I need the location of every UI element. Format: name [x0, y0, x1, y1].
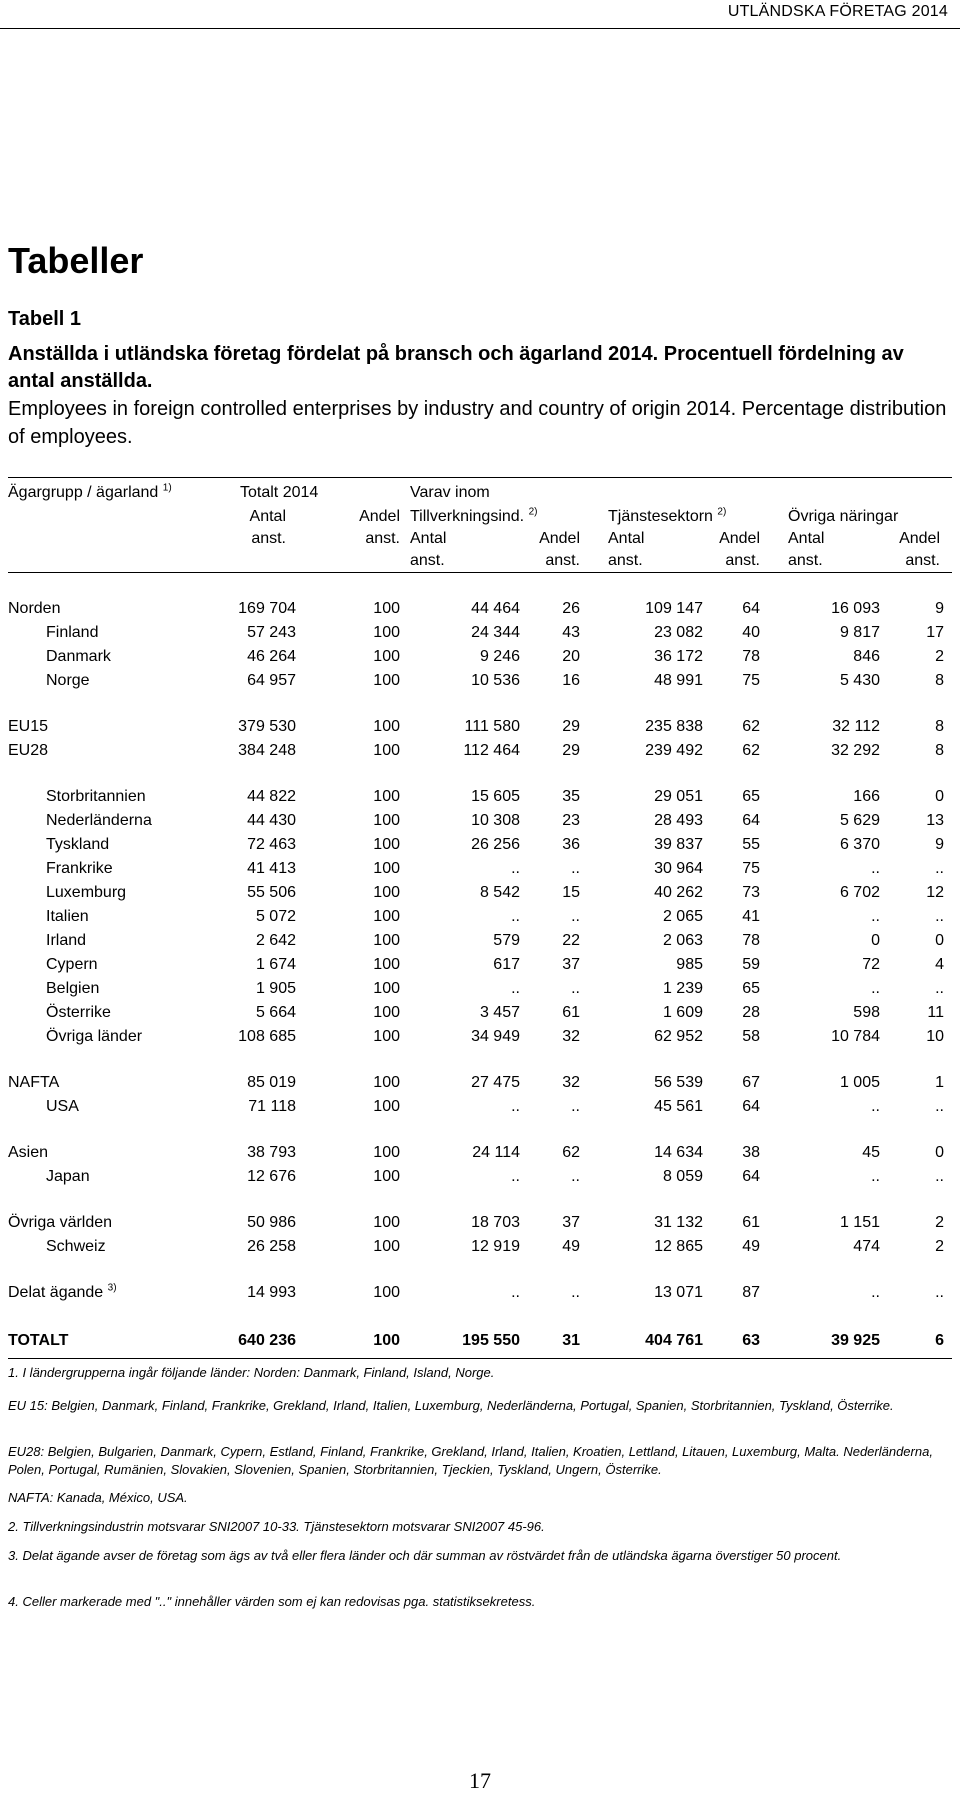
- table-cell: 100: [373, 788, 400, 805]
- table-cell: 32 112: [832, 718, 880, 735]
- header-varav: Varav inom: [410, 484, 490, 501]
- table-cell: 6: [935, 1332, 944, 1349]
- table-cell: 474: [853, 1238, 880, 1255]
- table-cell: 17: [926, 624, 944, 641]
- table-cell: 8 059: [662, 1168, 703, 1185]
- table-cell: 6 702: [839, 884, 880, 901]
- table-cell: ..: [871, 1168, 880, 1185]
- table-cell: 29 051: [654, 788, 703, 805]
- table-cell: ..: [935, 908, 944, 925]
- table-cell: 20: [562, 648, 580, 665]
- table-cell: 8: [935, 742, 944, 759]
- section-heading: Tabeller: [8, 240, 144, 281]
- table-cell: 5 664: [255, 1004, 296, 1021]
- row-label: NAFTA: [8, 1074, 60, 1091]
- table-cell: 195 550: [462, 1332, 520, 1349]
- table-cell: 5 430: [839, 672, 880, 689]
- table-cell: 12 865: [654, 1238, 703, 1255]
- table-cell: 26 258: [247, 1238, 296, 1255]
- table-cell: 28: [742, 1004, 760, 1021]
- header-tjanste-andel-anst: anst.: [725, 552, 760, 569]
- table-cell: 59: [742, 956, 760, 973]
- table-cell: 63: [742, 1332, 760, 1349]
- table-cell: 34 949: [471, 1028, 520, 1045]
- table-cell: 30 964: [654, 860, 703, 877]
- table-cell: 100: [373, 648, 400, 665]
- header-total-antal-anst: anst.: [251, 530, 286, 547]
- header-ovriga-antal: Antal: [788, 530, 825, 547]
- table-cell: 100: [373, 1144, 400, 1161]
- row-label: TOTALT: [8, 1332, 69, 1349]
- table-cell: 78: [742, 932, 760, 949]
- table-cell: 48 991: [654, 672, 703, 689]
- table-cell: 8 542: [479, 884, 520, 901]
- table-cell: 62 952: [654, 1028, 703, 1045]
- table-cell: 64 957: [247, 672, 296, 689]
- table-cell: 598: [853, 1004, 880, 1021]
- table-cell: 640 236: [238, 1332, 296, 1349]
- table-cell: 112 464: [463, 742, 520, 759]
- table-cell: 100: [373, 932, 400, 949]
- table-cell: 5 072: [255, 908, 296, 925]
- table-cell: 62: [742, 718, 760, 735]
- row-label: Tyskland: [46, 836, 110, 853]
- table-cell: 55: [742, 836, 760, 853]
- table-cell: 1 609: [662, 1004, 703, 1021]
- table-cell: 38: [742, 1144, 760, 1161]
- header-ovriga: Övriga näringar: [788, 508, 899, 525]
- header-tillverk: Tillverkningsind. $^{2)}$: [410, 506, 538, 525]
- table-cell: ..: [511, 908, 520, 925]
- table-cell: 8: [935, 718, 944, 735]
- table-cell: 36: [562, 836, 580, 853]
- table-cell: 64: [742, 600, 760, 617]
- table-cell: 16 093: [831, 600, 880, 617]
- table-cell: 111 580: [464, 718, 520, 735]
- footnote: EU 15: Belgien, Danmark, Finland, Frankrike, Grekland, Irland, Italien, Luxemburg, Nederländerna, Portugal, Spanien, Storbritannien, Tyskland, Österrike.: [8, 1398, 894, 1413]
- table-cell: 45: [862, 1144, 880, 1161]
- header-ovriga-andel: Andel: [899, 530, 940, 547]
- table-caption-swedish: Anställda i utländska företag fördelat på bransch och ägarland 2014. Procentuell fördelning av antal anställda.: [8, 343, 904, 392]
- table-cell: 73: [742, 884, 760, 901]
- table-cell: 985: [676, 956, 703, 973]
- table-cell: 5 629: [839, 812, 880, 829]
- header-tjanste: Tjänstesektorn $^{2)}$: [608, 506, 727, 525]
- table-cell: ..: [935, 980, 944, 997]
- table-cell: 46 264: [247, 648, 296, 665]
- table-cell: 100: [373, 1214, 400, 1231]
- row-label: USA: [46, 1098, 79, 1115]
- page-number: 17: [469, 1768, 491, 1793]
- table-bottom-rule: [8, 1358, 952, 1359]
- table-cell: 14 993: [247, 1284, 296, 1301]
- table-cell: 100: [373, 672, 400, 689]
- header-tillverk-antal-anst: anst.: [410, 552, 445, 569]
- row-label: Nederländerna: [46, 812, 152, 829]
- table-cell: ..: [935, 1098, 944, 1115]
- row-label: Norden: [8, 600, 61, 617]
- table-cell: 1 239: [662, 980, 703, 997]
- table-cell: ..: [511, 1168, 520, 1185]
- header-rule: [0, 28, 960, 29]
- table-cell: 72 463: [247, 836, 296, 853]
- table-cell: ..: [935, 1168, 944, 1185]
- table-cell: 23: [562, 812, 580, 829]
- table-cell: 579: [493, 932, 520, 949]
- table-cell: 38 793: [247, 1144, 296, 1161]
- table-cell: 9: [935, 836, 944, 853]
- table-cell: 57 243: [247, 624, 296, 641]
- header-ovriga-andel-anst: anst.: [905, 552, 940, 569]
- table-cell: ..: [511, 860, 520, 877]
- footnote: 1. I ländergrupperna ingår följande länder: Norden: Danmark, Finland, Island, Norge.: [8, 1365, 495, 1380]
- table-cell: 67: [742, 1074, 760, 1091]
- table-cell: 2: [935, 1238, 944, 1255]
- table-cell: 379 530: [238, 718, 296, 735]
- header-total-andel-anst: anst.: [365, 530, 400, 547]
- table-cell: 43: [562, 624, 580, 641]
- row-label: Övriga länder: [46, 1028, 143, 1045]
- table-cell: 166: [853, 788, 880, 805]
- table-cell: 64: [742, 812, 760, 829]
- table-cell: 45 561: [654, 1098, 703, 1115]
- table-cell: 50 986: [247, 1214, 296, 1231]
- table-cell: 10 536: [471, 672, 520, 689]
- table-cell: 1 151: [839, 1214, 880, 1231]
- table-cell: 12: [926, 884, 944, 901]
- table-cell: 2: [935, 648, 944, 665]
- table-cell: 12 676: [247, 1168, 296, 1185]
- table-cell: 3 457: [479, 1004, 520, 1021]
- row-label: Finland: [46, 624, 99, 641]
- footnote: 3. Delat ägande avser de företag som ägs av två eller flera länder och där summan av röstvärdet från de utländska ägarna överstiger 50 procent.: [8, 1548, 842, 1563]
- row-label: Österrike: [46, 1004, 111, 1021]
- table-cell: 2: [935, 1214, 944, 1231]
- table-cell: 62: [562, 1144, 580, 1161]
- row-label: Storbritannien: [46, 788, 146, 805]
- table-cell: 65: [742, 980, 760, 997]
- table-cell: ..: [571, 908, 580, 925]
- table-cell: 100: [373, 742, 400, 759]
- header-tjanste-antal: Antal: [608, 530, 645, 547]
- header-tillverk-andel-anst: anst.: [545, 552, 580, 569]
- table-cell: 1 005: [839, 1074, 880, 1091]
- table-cell: ..: [511, 1098, 520, 1115]
- table-cell: 71 118: [248, 1098, 296, 1115]
- table-cell: 23 082: [654, 624, 703, 641]
- table-cell: 100: [373, 836, 400, 853]
- header-total-antal: Antal: [249, 508, 286, 525]
- table-cell: 2 642: [255, 932, 296, 949]
- row-label: Cypern: [46, 956, 98, 973]
- table-cell: 11: [927, 1004, 944, 1021]
- table-cell: 65: [742, 788, 760, 805]
- footnote: 2. Tillverkningsindustrin motsvarar SNI2007 10-33. Tjänstesektorn motsvarar SNI2007 45-96.: [8, 1519, 545, 1534]
- table-cell: 0: [935, 1144, 944, 1161]
- footnote: NAFTA: Kanada, México, USA.: [8, 1490, 188, 1505]
- table-cell: 100: [373, 718, 400, 735]
- footnote: EU28: Belgien, Bulgarien, Danmark, Cypern, Estland, Finland, Frankrike, Grekland, Irland, Italien, Kroatien, Lettland, Litauen, Luxemburg, Malta. Nederländerna, Polen, Portugal, Rumänien, Slovakien, Slovenien, Spanien, Storbritannien, Tjeckien, Tyskland, Ungern, Österrike.: [8, 1444, 933, 1477]
- table-cell: 1 674: [255, 956, 296, 973]
- table-cell: 100: [373, 1098, 400, 1115]
- table-cell: 4: [935, 956, 944, 973]
- table-cell: ..: [871, 1098, 880, 1115]
- table-cell: 15 605: [471, 788, 520, 805]
- table-cell: 49: [742, 1238, 760, 1255]
- table-cell: 384 248: [238, 742, 296, 759]
- table-cell: 56 539: [654, 1074, 703, 1091]
- table-cell: 13: [926, 812, 944, 829]
- table-header-bottom-rule: [8, 572, 952, 573]
- table-cell: ..: [571, 860, 580, 877]
- table-cell: 32 292: [831, 742, 880, 759]
- table-cell: 0: [871, 932, 880, 949]
- table-top-rule: [8, 477, 952, 478]
- table-cell: 75: [742, 672, 760, 689]
- table-cell: 1: [935, 1074, 944, 1091]
- table-cell: 10: [926, 1028, 944, 1045]
- table-cell: 49: [562, 1238, 580, 1255]
- table-cell: 100: [373, 624, 400, 641]
- row-label: Irland: [46, 932, 87, 949]
- table-cell: 31: [562, 1332, 580, 1349]
- table-cell: ..: [871, 908, 880, 925]
- table-cell: 35: [562, 788, 580, 805]
- header-tillverk-antal: Antal: [410, 530, 447, 547]
- table-cell: 39 837: [654, 836, 703, 853]
- table-cell: 404 761: [645, 1332, 703, 1349]
- table-cell: 24 114: [472, 1144, 520, 1161]
- table-cell: 85 019: [247, 1074, 296, 1091]
- table-cell: 109 147: [645, 600, 703, 617]
- header-ovriga-antal-anst: anst.: [788, 552, 823, 569]
- table-cell: 100: [373, 1004, 400, 1021]
- table-cell: 100: [373, 1332, 400, 1349]
- table-cell: 32: [562, 1074, 580, 1091]
- table-cell: 31 132: [654, 1214, 703, 1231]
- table-cell: 32: [562, 1028, 580, 1045]
- header-tjanste-antal-anst: anst.: [608, 552, 643, 569]
- table-cell: 1 905: [255, 980, 296, 997]
- row-label: Japan: [46, 1168, 90, 1185]
- row-label: EU15: [8, 718, 49, 735]
- table-cell: 22: [562, 932, 580, 949]
- table-cell: 100: [373, 956, 400, 973]
- table-cell: 14 634: [654, 1144, 703, 1161]
- table-cell: 28 493: [654, 812, 703, 829]
- table-cell: 62: [742, 742, 760, 759]
- table-cell: 15: [562, 884, 580, 901]
- table-cell: 18 703: [471, 1214, 520, 1231]
- row-label: Schweiz: [46, 1238, 106, 1255]
- table-cell: 100: [373, 1028, 400, 1045]
- table-cell: ..: [571, 1098, 580, 1115]
- table-cell: ..: [511, 1284, 520, 1301]
- table-cell: ..: [571, 980, 580, 997]
- table-cell: 61: [742, 1214, 760, 1231]
- table-cell: 72: [862, 956, 880, 973]
- table-cell: ..: [571, 1168, 580, 1185]
- table-cell: 64: [742, 1168, 760, 1185]
- table-cell: 64: [742, 1098, 760, 1115]
- table-cell: 100: [373, 908, 400, 925]
- table-cell: 24 344: [471, 624, 520, 641]
- row-label: Frankrike: [46, 860, 113, 877]
- table-label: Tabell 1: [8, 308, 81, 330]
- table-cell: 37: [562, 956, 580, 973]
- table-cell: ..: [935, 860, 944, 877]
- table-cell: 100: [373, 884, 400, 901]
- table-cell: 100: [373, 1284, 400, 1301]
- table-cell: 169 704: [238, 600, 296, 617]
- table-cell: 100: [373, 600, 400, 617]
- table-cell: ..: [571, 1284, 580, 1301]
- row-label: Belgien: [46, 980, 100, 997]
- table-cell: 2 065: [662, 908, 703, 925]
- header-total-andel: Andel: [359, 508, 400, 525]
- header-group-label: Ägargrupp / ägarland $^{1)}$: [8, 482, 172, 501]
- table-cell: ..: [935, 1284, 944, 1301]
- table-cell: 100: [373, 1074, 400, 1091]
- table-cell: 100: [373, 812, 400, 829]
- table-cell: 26: [562, 600, 580, 617]
- row-label: Övriga världen: [8, 1214, 113, 1231]
- footnote: 4. Celler markerade med ".." innehåller värden som ej kan redovisas pga. statistiksekretess.: [8, 1594, 536, 1609]
- table-cell: 29: [562, 742, 580, 759]
- table-cell: 100: [373, 1168, 400, 1185]
- row-label: Luxemburg: [46, 884, 127, 901]
- table-cell: 8: [935, 672, 944, 689]
- row-label: Delat ägande $^{3)}$: [8, 1282, 117, 1301]
- table-cell: 37: [562, 1214, 580, 1231]
- table-cell: 100: [373, 980, 400, 997]
- table-cell: ..: [871, 860, 880, 877]
- table-cell: 44 430: [247, 812, 296, 829]
- table-cell: 41 413: [247, 860, 296, 877]
- table-cell: 40 262: [654, 884, 703, 901]
- table-cell: 27 475: [471, 1074, 520, 1091]
- table-cell: 29: [562, 718, 580, 735]
- table-cell: 235 838: [645, 718, 703, 735]
- table-cell: 12 919: [471, 1238, 520, 1255]
- table-cell: ..: [871, 1284, 880, 1301]
- table-cell: 9 817: [839, 624, 880, 641]
- table-cell: ..: [871, 980, 880, 997]
- table-cell: 100: [373, 1238, 400, 1255]
- table-cell: 78: [742, 648, 760, 665]
- table-cell: 6 370: [839, 836, 880, 853]
- table-cell: ..: [511, 980, 520, 997]
- table-cell: 41: [742, 908, 760, 925]
- table-cell: 239 492: [645, 742, 703, 759]
- table-cell: 0: [935, 932, 944, 949]
- table-cell: 75: [742, 860, 760, 877]
- table-cell: 108 685: [238, 1028, 296, 1045]
- table-cell: 87: [742, 1284, 760, 1301]
- table-cell: 10 784: [831, 1028, 880, 1045]
- table-cell: 9 246: [479, 648, 520, 665]
- header-tillverk-andel: Andel: [539, 530, 580, 547]
- table-cell: 61: [562, 1004, 580, 1021]
- table-cell: 16: [562, 672, 580, 689]
- running-header-title: UTLÄNDSKA FÖRETAG 2014: [727, 3, 948, 20]
- table-cell: 39 925: [831, 1332, 880, 1349]
- table-cell: 10 308: [471, 812, 520, 829]
- row-label: Italien: [46, 908, 89, 925]
- table-cell: 100: [373, 860, 400, 877]
- row-label: EU28: [8, 742, 49, 759]
- table-caption-english: Employees in foreign controlled enterprises by industry and country of origin 2014. Percentage distribution of employees.: [8, 398, 947, 448]
- table-cell: 13 071: [654, 1284, 703, 1301]
- table-cell: 2 063: [662, 932, 703, 949]
- table-cell: 40: [742, 624, 760, 641]
- table-cell: 617: [493, 956, 520, 973]
- row-label: Danmark: [46, 648, 111, 665]
- table-cell: 44 822: [247, 788, 296, 805]
- table-cell: 55 506: [247, 884, 296, 901]
- header-total: Totalt 2014: [240, 484, 319, 501]
- table-cell: 0: [935, 788, 944, 805]
- table-cell: 846: [853, 648, 880, 665]
- table-cell: 58: [742, 1028, 760, 1045]
- table-cell: 9: [935, 600, 944, 617]
- table-cell: 26 256: [471, 836, 520, 853]
- table-cell: 36 172: [654, 648, 703, 665]
- header-tjanste-andel: Andel: [719, 530, 760, 547]
- table-cell: 44 464: [471, 600, 520, 617]
- row-label: Norge: [46, 672, 90, 689]
- row-label: Asien: [8, 1144, 49, 1161]
